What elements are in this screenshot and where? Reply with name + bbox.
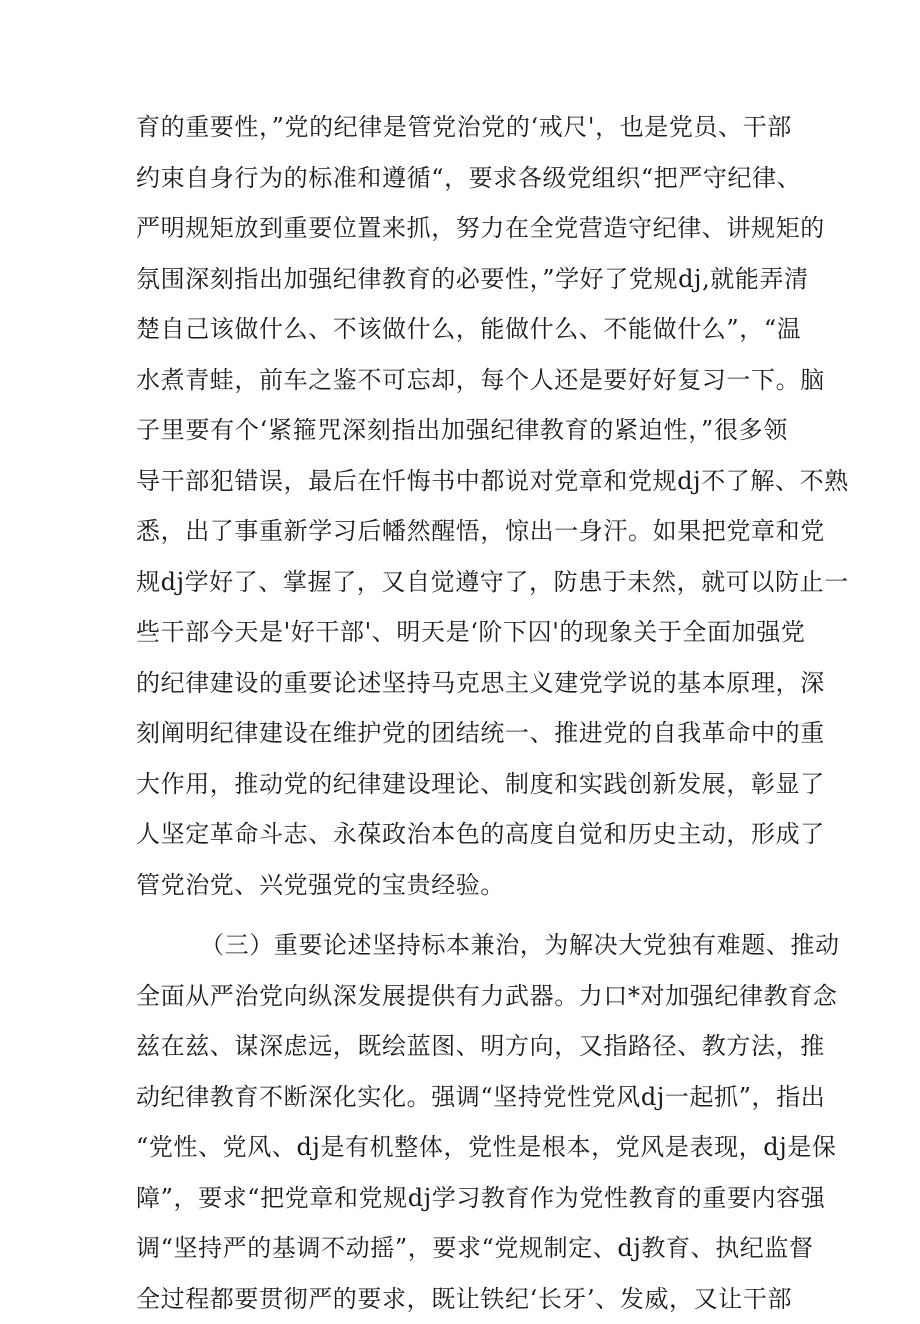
text-line: 刻阐明纪律建设在维护党的团结统一、推进党的自我革命中的重 [136, 708, 788, 759]
text-line: 楚自己该做什么、不该做什么，能做什么、不能做什么”，“温 [136, 304, 788, 355]
text-line: 的纪律建设的重要论述坚持马克思主义建党学说的基本原理，深 [136, 658, 788, 709]
text-line: 动纪律教育不断深化实化。强调“坚持党性党风dj一起抓”，指出 [136, 1072, 788, 1123]
text-line: 管党治党、兴党强党的宝贵经验。 [136, 860, 788, 911]
text-line: 大作用，推动党的纪律建设理论、制度和实践创新发展，彰显了 [136, 759, 788, 810]
text-line: 约束自身行为的标准和遵循“，要求各级党组织“把严守纪律、 [136, 153, 788, 204]
text-line: “党性、党风、dj是有机整体，党性是根本，党风是表现，dj是保 [136, 1122, 788, 1173]
text-line: 规dj学好了、掌握了，又自觉遵守了，防患于未然，就可以防止一 [136, 557, 788, 608]
text-line: 严明规矩放到重要位置来抓，努力在全党营造守纪律、讲规矩的 [136, 203, 788, 254]
text-line: 水煮青蛙，前车之鉴不可忘却，每个人还是要好好复习一下。脑 [136, 355, 788, 406]
text-line: （三）重要论述坚持标本兼治，为解决大党独有难题、推动 [136, 920, 788, 971]
text-line: 全面从严治党向纵深发展提供有力武器。力口*对加强纪律教育念 [136, 971, 788, 1022]
text-line: 全过程都要贯彻严的要求，既让铁纪‘长牙’、发威，又让干部 [136, 1274, 788, 1324]
text-line: 悉，出了事重新学习后幡然醒悟，惊出一身汗。如果把党章和党 [136, 506, 788, 557]
text-line: 兹在兹、谋深虑远，既绘蓝图、明方向，又指路径、教方法，推 [136, 1021, 788, 1072]
document-body [136, 102, 788, 1324]
text-line: 调“坚持严的基调不动摇”，要求“党规制定、dj教育、执纪监督 [136, 1223, 788, 1274]
text-line: 人坚定革命斗志、永葆政治本色的高度自觉和历史主动，形成了 [136, 809, 788, 860]
text-line: 些干部今天是'好干部'、明天是‘阶下囚'的现象关于全面加强党 [136, 607, 788, 658]
text-line: 障”，要求“把党章和党规dj学习教育作为党性教育的重要内容强 [136, 1173, 788, 1224]
text-line: 子里要有个‘紧箍咒深刻指出加强纪律教育的紧迫性，”很多领 [136, 405, 788, 456]
text-line: 导干部犯错误，最后在忏悔书中都说对党章和党规dj不了解、不熟 [136, 456, 788, 507]
paragraph-2 [136, 920, 788, 1324]
text-line: 氛围深刻指出加强纪律教育的必要性，”学好了党规dj,就能弄清 [136, 254, 788, 305]
paragraph-gap [136, 910, 788, 920]
text-line: 育的重要性，”党的纪律是管党治党的‘戒尺'，也是党员、干部 [136, 102, 788, 153]
paragraph-1 [136, 102, 788, 910]
